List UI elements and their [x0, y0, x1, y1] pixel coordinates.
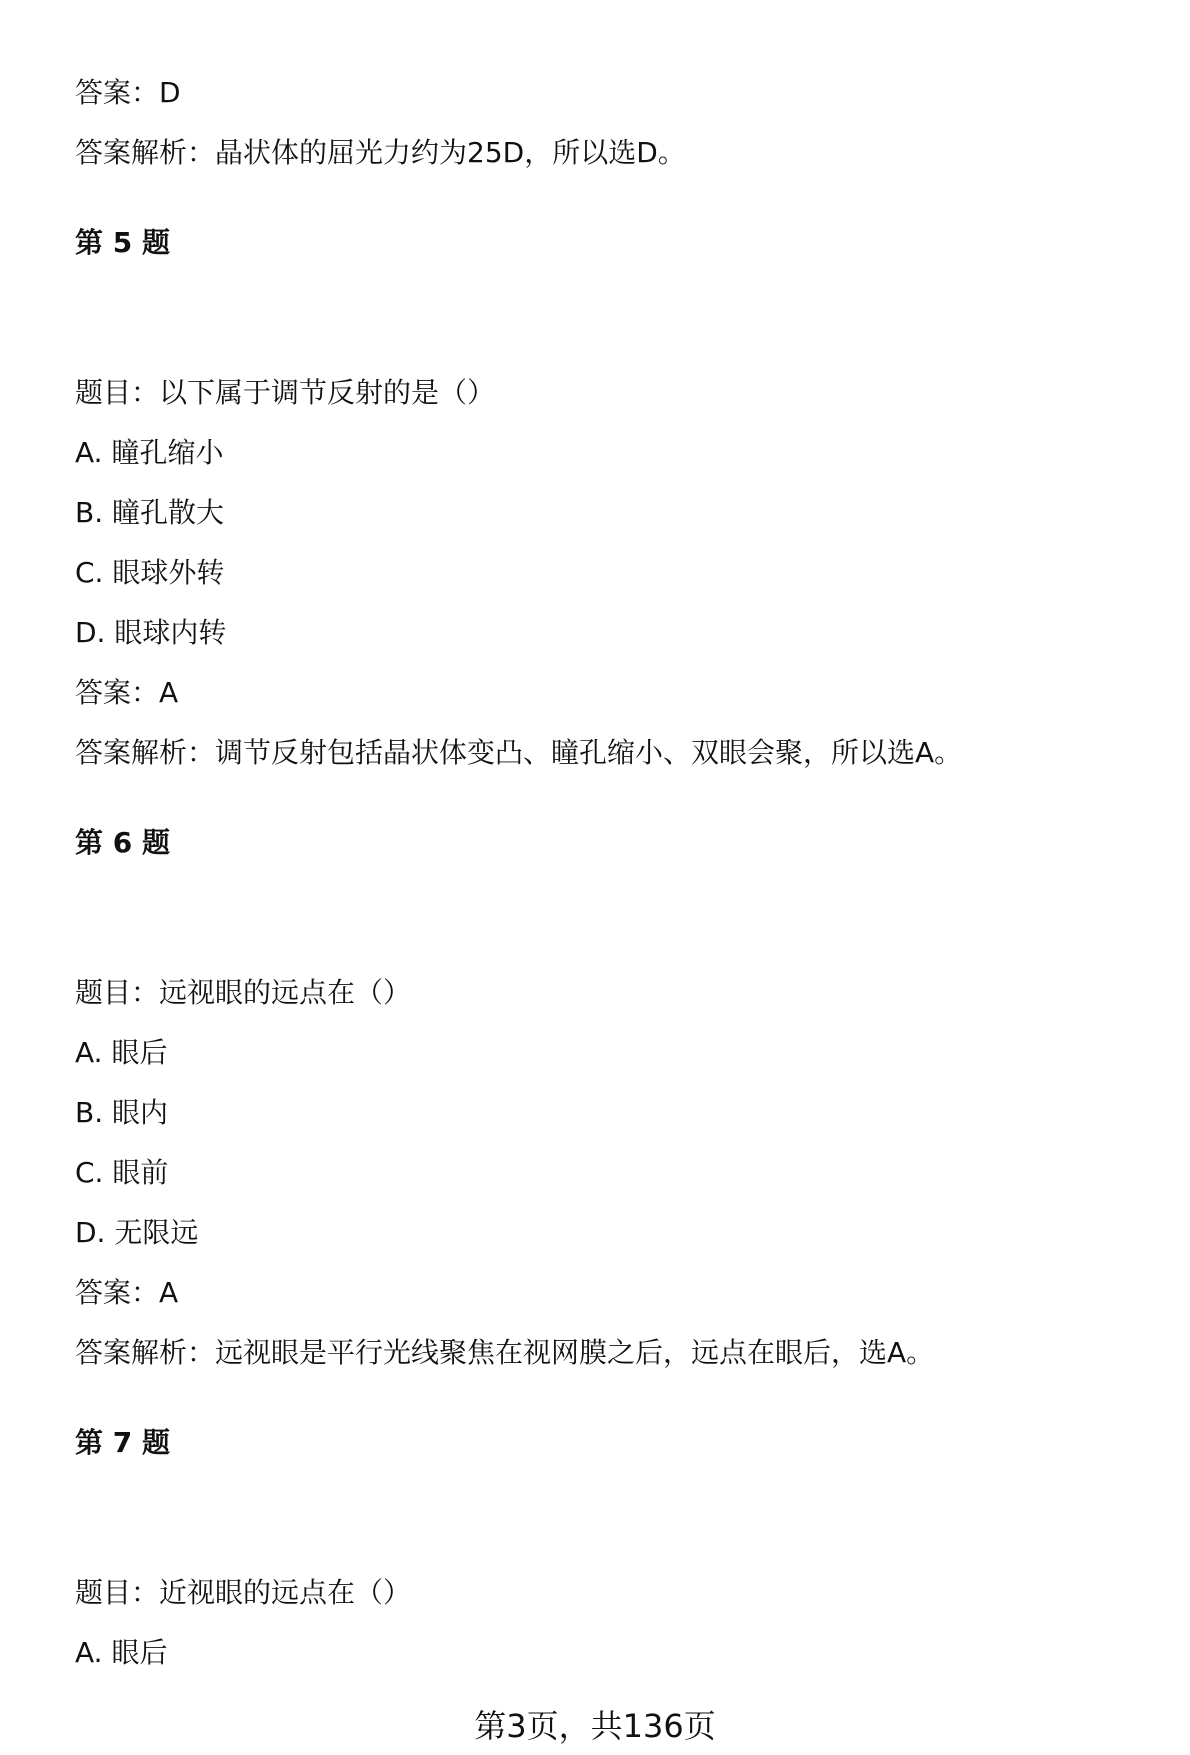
- q7-question: 题目：近视眼的远点在（）: [75, 1576, 412, 1609]
- q5-option-b: B. 瞳孔散大: [75, 496, 225, 529]
- q6-heading: 第 6 题: [75, 826, 170, 859]
- q5-option-c: C. 眼球外转: [75, 556, 225, 589]
- q5-question: 题目：以下属于调节反射的是（）: [75, 376, 496, 409]
- q6-answer: 答案：A: [75, 1276, 179, 1309]
- q5-heading: 第 5 题: [75, 226, 170, 259]
- q5-option-a: A. 瞳孔缩小: [75, 436, 224, 469]
- q4-answer: 答案：D: [75, 76, 181, 109]
- q6-option-c: C. 眼前: [75, 1156, 169, 1189]
- page-number: 第3页，共136页: [474, 1707, 716, 1745]
- q5-answer: 答案：A: [75, 676, 179, 709]
- q7-option-a: A. 眼后: [75, 1636, 168, 1669]
- q4-explanation: 答案解析：晶状体的屈光力约为25D，所以选D。: [75, 136, 686, 169]
- q6-question: 题目：远视眼的远点在（）: [75, 976, 412, 1009]
- q6-option-a: A. 眼后: [75, 1036, 168, 1069]
- q7-heading: 第 7 题: [75, 1426, 170, 1459]
- q6-option-d: D. 无限远: [75, 1216, 199, 1249]
- q6-explanation: 答案解析：远视眼是平行光线聚焦在视网膜之后，远点在眼后，选A。: [75, 1336, 935, 1369]
- q5-option-d: D. 眼球内转: [75, 616, 227, 649]
- q5-explanation: 答案解析：调节反射包括晶状体变凸、瞳孔缩小、双眼会聚，所以选A。: [75, 736, 963, 769]
- q6-option-b: B. 眼内: [75, 1096, 169, 1129]
